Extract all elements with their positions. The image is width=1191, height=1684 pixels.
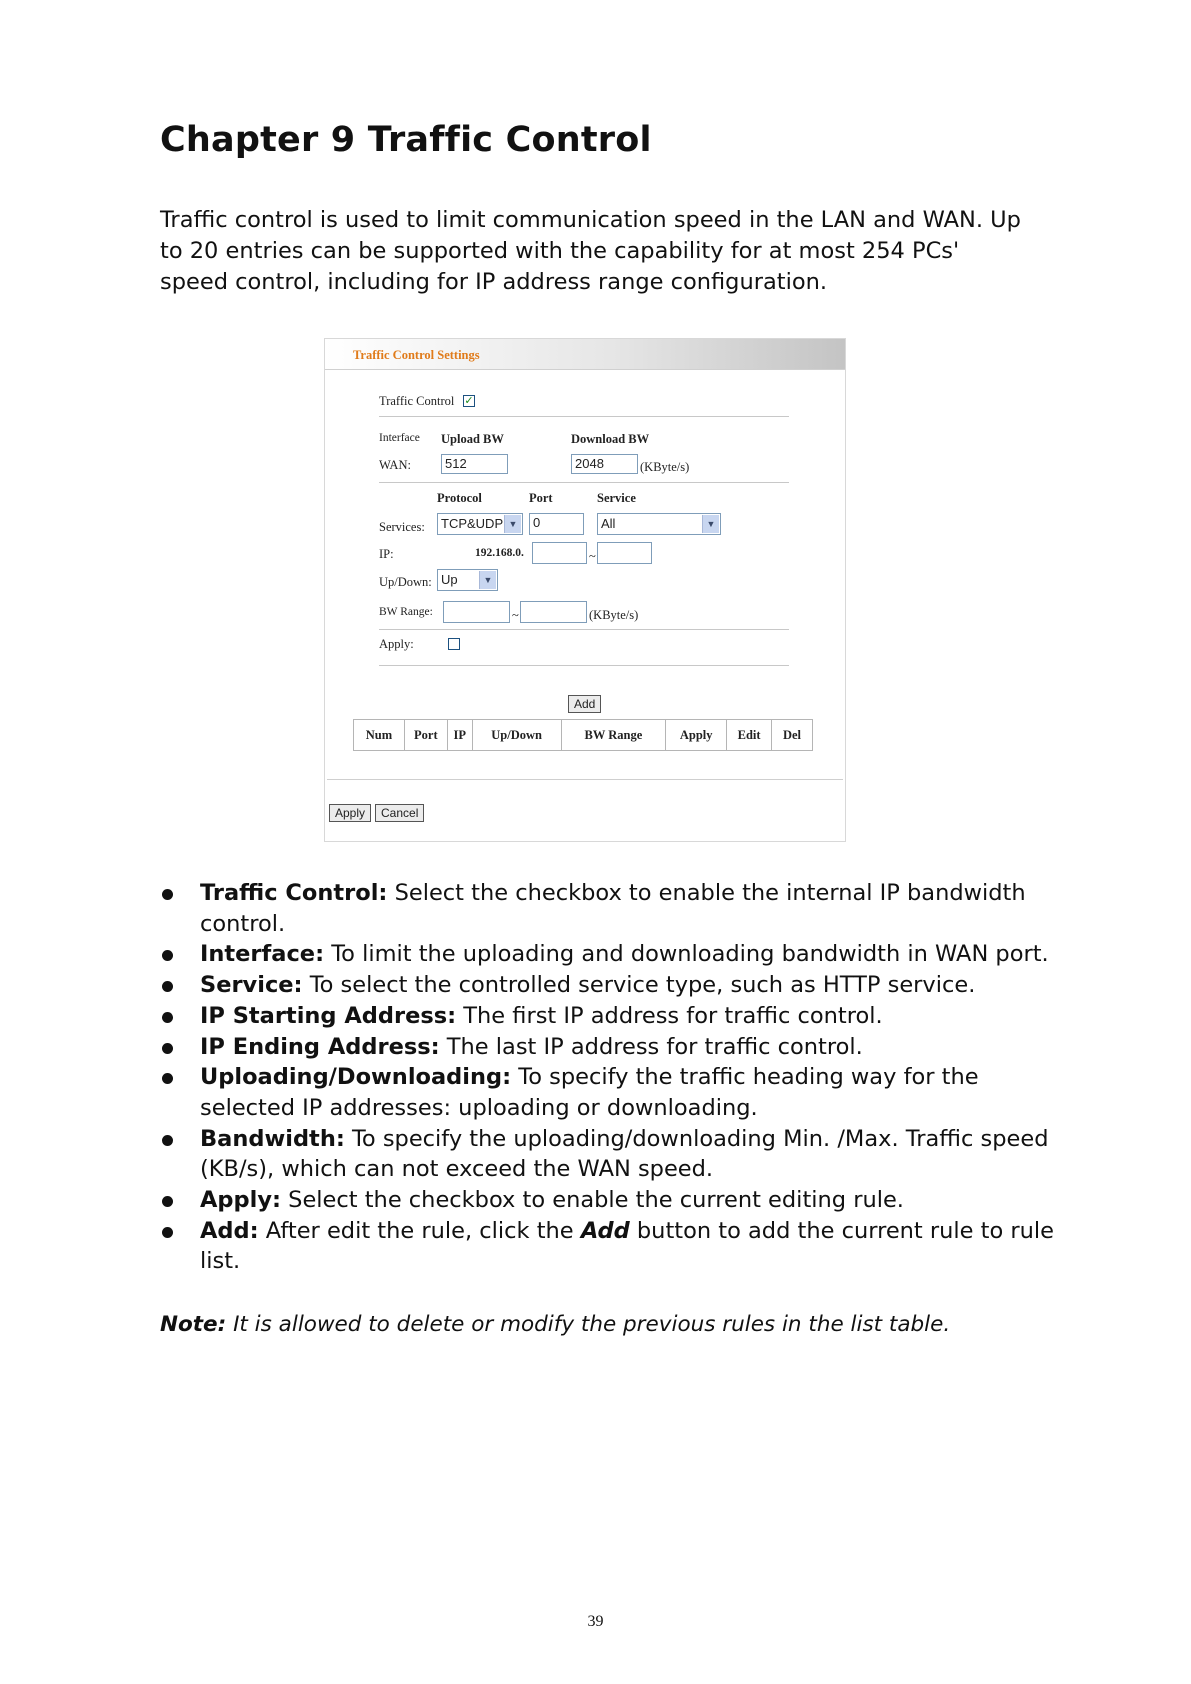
services-label: Services: <box>379 520 425 534</box>
bullet-term: Service: <box>200 972 303 999</box>
traffic-control-screenshot <box>324 338 846 842</box>
list-item <box>160 1032 1060 1063</box>
rules-table-header-row <box>354 720 813 751</box>
updown-select[interactable] <box>437 569 498 591</box>
add-button[interactable]: Add <box>568 695 601 713</box>
list-item <box>160 1216 1060 1277</box>
bullet-icon <box>162 1196 173 1207</box>
chapter-title: Chapter 9 Traffic Control <box>160 120 652 160</box>
download-bw-input[interactable]: 2048 <box>571 454 638 474</box>
bullet-text: The first IP address for traffic control. <box>456 1002 883 1029</box>
bullet-term: Interface: <box>200 941 325 968</box>
bullet-text: To specify the uploading/downloading Min. /Max. Traffic speed (KB/s), which can not exceed the WAN speed. <box>200 1125 1049 1183</box>
chevron-down-icon[interactable]: ▼ <box>504 515 521 533</box>
bullet-text: To specify the traffic heading way for the selected IP addresses: uploading or downloading. <box>200 1064 979 1121</box>
traffic-control-checkbox[interactable]: ✓ <box>464 395 474 407</box>
bullet-text: Select the checkbox to enable the current editing rule. <box>281 1187 904 1214</box>
bullet-term: Uploading/Downloading: <box>200 1064 512 1091</box>
bw-max-input[interactable] <box>520 601 587 623</box>
download-bw-label: Download BW <box>571 432 650 446</box>
bullet-term: Bandwidth: <box>200 1125 345 1152</box>
table-header-del: Del <box>772 720 813 751</box>
bw-range-label: BW Range: <box>379 606 433 618</box>
note-label: Note: <box>160 1312 227 1337</box>
traffic-control-label: Traffic Control <box>379 394 455 408</box>
divider <box>379 416 789 417</box>
service-select-value: All <box>601 516 616 531</box>
bullet-term: Apply: <box>200 1187 282 1214</box>
bw-kbytes-unit-label: (KByte/s) <box>589 608 639 622</box>
bullet-term: Add: <box>200 1217 259 1244</box>
port-column-label: Port <box>529 491 553 505</box>
bullet-emphasis: Add <box>580 1217 630 1244</box>
bullet-text: To limit the uploading and downloading bandwidth in WAN port. <box>324 941 1049 968</box>
bullet-icon <box>162 1135 173 1146</box>
divider <box>379 665 789 666</box>
chevron-down-icon[interactable]: ▼ <box>702 515 719 533</box>
wan-label: WAN: <box>379 458 411 472</box>
updown-label: Up/Down: <box>379 575 432 589</box>
bullet-term: Traffic Control: <box>200 880 388 906</box>
ip-label: IP: <box>379 547 394 561</box>
bullet-text: button to add the current rule to rule list. <box>200 1217 1055 1275</box>
bullet-icon <box>162 1012 173 1023</box>
kbytes-unit-label: (KByte/s) <box>640 460 690 474</box>
ip-end-input[interactable] <box>597 542 652 564</box>
apply-checkbox[interactable] <box>448 638 460 650</box>
list-item <box>160 1185 1060 1216</box>
bullet-icon <box>162 981 173 992</box>
rules-table <box>353 719 813 751</box>
field-description-list <box>160 878 1060 1277</box>
bullet-text: After edit the rule, click the <box>258 1217 581 1244</box>
page-number: 39 <box>587 1613 604 1630</box>
list-item <box>160 939 1060 970</box>
bullet-text: To select the controlled service type, such as HTTP service. <box>302 972 976 999</box>
protocol-select-value: TCP&UDP <box>441 516 504 531</box>
bullet-text: Select the checkbox to enable the internal IP bandwidth control. <box>200 880 1026 937</box>
table-header-port: Port <box>404 720 447 751</box>
settings-header-bar <box>325 339 845 370</box>
chevron-down-icon[interactable]: ▼ <box>479 571 496 589</box>
footer-divider <box>327 779 843 780</box>
interface-label: Interface <box>379 432 420 444</box>
bullet-icon <box>162 1043 173 1054</box>
updown-select-value: Up <box>441 572 458 587</box>
note <box>160 1312 950 1337</box>
settings-header-title: Traffic Control Settings <box>353 348 480 362</box>
table-header-apply: Apply <box>666 720 727 751</box>
divider <box>379 629 789 630</box>
ip-start-input[interactable] <box>532 542 587 564</box>
service-select[interactable] <box>597 513 721 535</box>
apply-button[interactable]: Apply <box>329 804 371 822</box>
table-header-updown: Up/Down <box>472 720 561 751</box>
list-item <box>160 970 1060 1001</box>
apply-label: Apply: <box>379 637 414 651</box>
table-header-num: Num <box>354 720 405 751</box>
list-item <box>160 1001 1060 1032</box>
protocol-select[interactable] <box>437 513 523 535</box>
upload-bw-input[interactable]: 512 <box>441 454 508 474</box>
port-input[interactable]: 0 <box>529 513 584 535</box>
bullet-icon <box>162 950 173 961</box>
bullet-term: IP Starting Address: <box>200 1002 457 1029</box>
bullet-icon <box>162 889 173 900</box>
list-item <box>160 1124 1060 1185</box>
bw-range-separator: ~ <box>512 608 519 622</box>
bullet-icon <box>162 1227 173 1238</box>
cancel-button[interactable]: Cancel <box>375 804 424 822</box>
ip-range-separator: ~ <box>589 549 596 563</box>
protocol-column-label: Protocol <box>437 491 482 505</box>
list-item <box>160 1062 1060 1123</box>
bullet-text: The last IP address for traffic control. <box>439 1033 863 1060</box>
ip-prefix: 192.168.0. <box>475 547 524 559</box>
list-item <box>160 878 1060 939</box>
bw-min-input[interactable] <box>443 601 510 623</box>
intro-paragraph: Traffic control is used to limit communication speed in the LAN and WAN. Up to 20 entries can be supported with the capability for at most 254 PCs' speed control, including for IP address range configuration. <box>160 207 1021 295</box>
note-text: It is allowed to delete or modify the previous rules in the list table. <box>226 1312 951 1337</box>
service-column-label: Service <box>597 491 636 505</box>
table-header-edit: Edit <box>727 720 772 751</box>
bullet-term: IP Ending Address: <box>200 1033 440 1060</box>
upload-bw-label: Upload BW <box>441 432 504 446</box>
table-header-bw-range: BW Range <box>561 720 666 751</box>
divider <box>379 482 789 483</box>
table-header-ip: IP <box>447 720 472 751</box>
bullet-icon <box>162 1073 173 1084</box>
